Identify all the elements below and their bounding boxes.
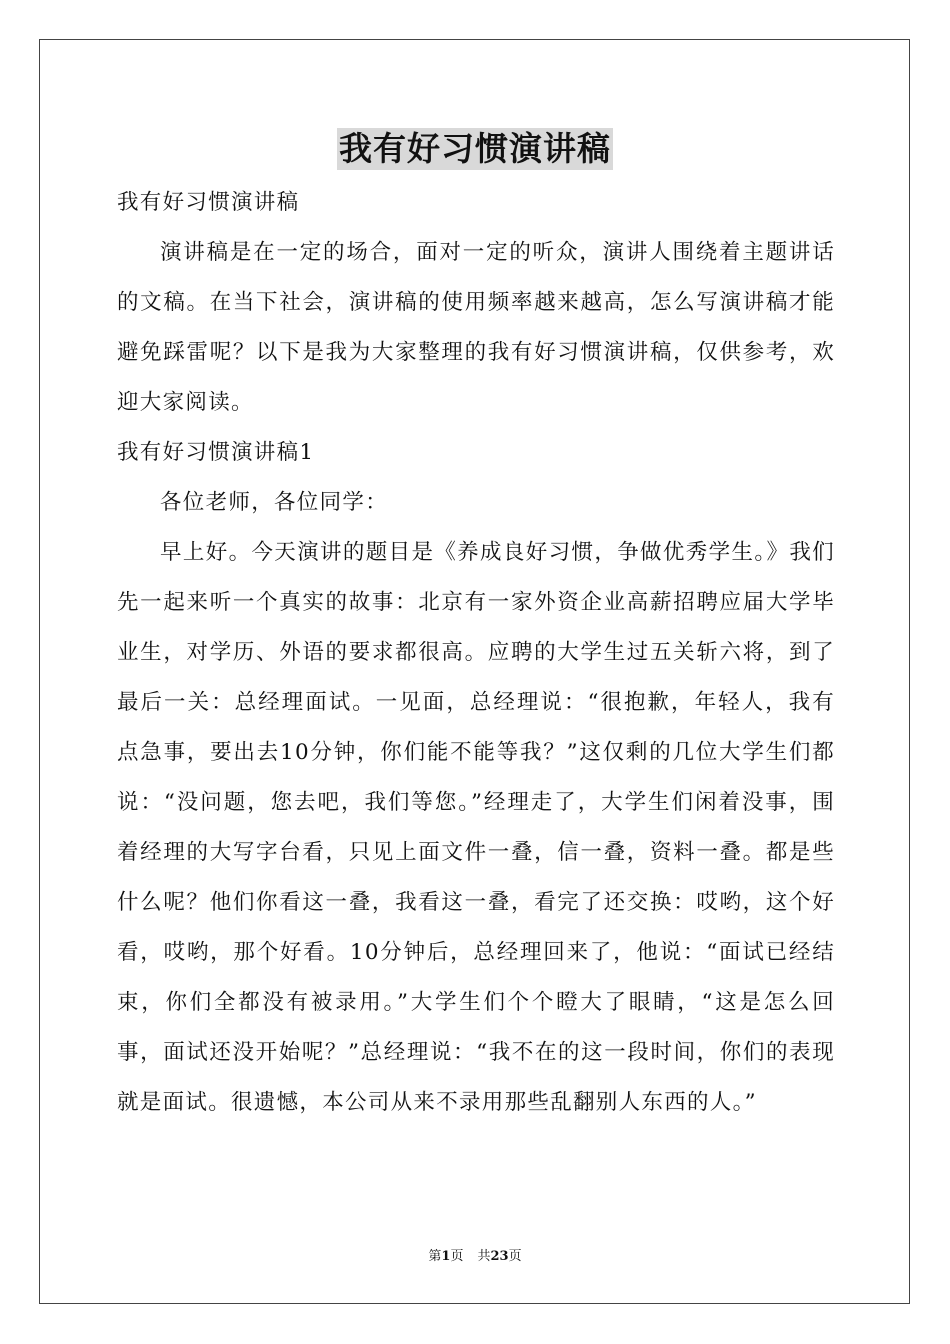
paragraph-story: 早上好。今天演讲的题目是《养成良好习惯，争做优秀学生。》我们先一起来听一个真实的故事：北京有一家外资企业高薪招聘应届大学毕业生，对学历、外语的要求都很高。应聘的大学生过五关斩六将，到了最后一关：总经理面试。一见面，总经理说：“很抱歉，年轻人，我有点急事，要出去10分钟，你们能不能等我？”这仅剩的几位大学生们都说：“没问题，您去吧，我们等您。”经理走了，大学生们闲着没事，围着经理的大写字台看，只见上面文件一叠，信一叠，资料一叠。都是些什么呢？他们你看这一叠，我看这一叠，看完了还交换：哎哟，这个好看，哎哟，那个好看。10分钟后，总经理回来了，他说：“面试已经结束，你们全都没有被录用。”大学生们个个瞪大了眼睛，“这是怎么回事，面试还没开始呢？”总经理说：“我不在的这一段时间，你们的表现就是面试。很遗憾，本公司从来不录用那些乱翻别人东西的人。” bbox=[117, 540, 835, 1115]
paragraph-subtitle: 我有好习惯演讲稿 bbox=[117, 190, 300, 215]
paragraph-greeting: 各位老师，各位同学： bbox=[160, 490, 389, 515]
paragraph-intro: 演讲稿是在一定的场合，面对一定的听众，演讲人围绕着主题讲话的文稿。在当下社会，演讲稿的使用频率越来越高，怎么写演讲稿才能避免踩雷呢？以下是我为大家整理的我有好习惯演讲稿，仅供参考，欢迎大家阅读。 bbox=[117, 240, 835, 415]
document-body bbox=[117, 178, 835, 1128]
title-container bbox=[0, 128, 950, 170]
footer-page-current: 1 bbox=[441, 1249, 451, 1264]
page-footer bbox=[0, 1248, 950, 1266]
document-title: 我有好习惯演讲稿 bbox=[339, 129, 611, 168]
footer-page-unit: 页 bbox=[450, 1249, 464, 1264]
footer-page-prefix: 第 bbox=[428, 1249, 442, 1264]
footer-total-unit: 页 bbox=[508, 1249, 522, 1264]
footer-total-prefix: 共 bbox=[477, 1249, 491, 1264]
paragraph-heading-1: 我有好习惯演讲稿1 bbox=[117, 440, 315, 465]
footer-page-total: 23 bbox=[490, 1249, 509, 1264]
